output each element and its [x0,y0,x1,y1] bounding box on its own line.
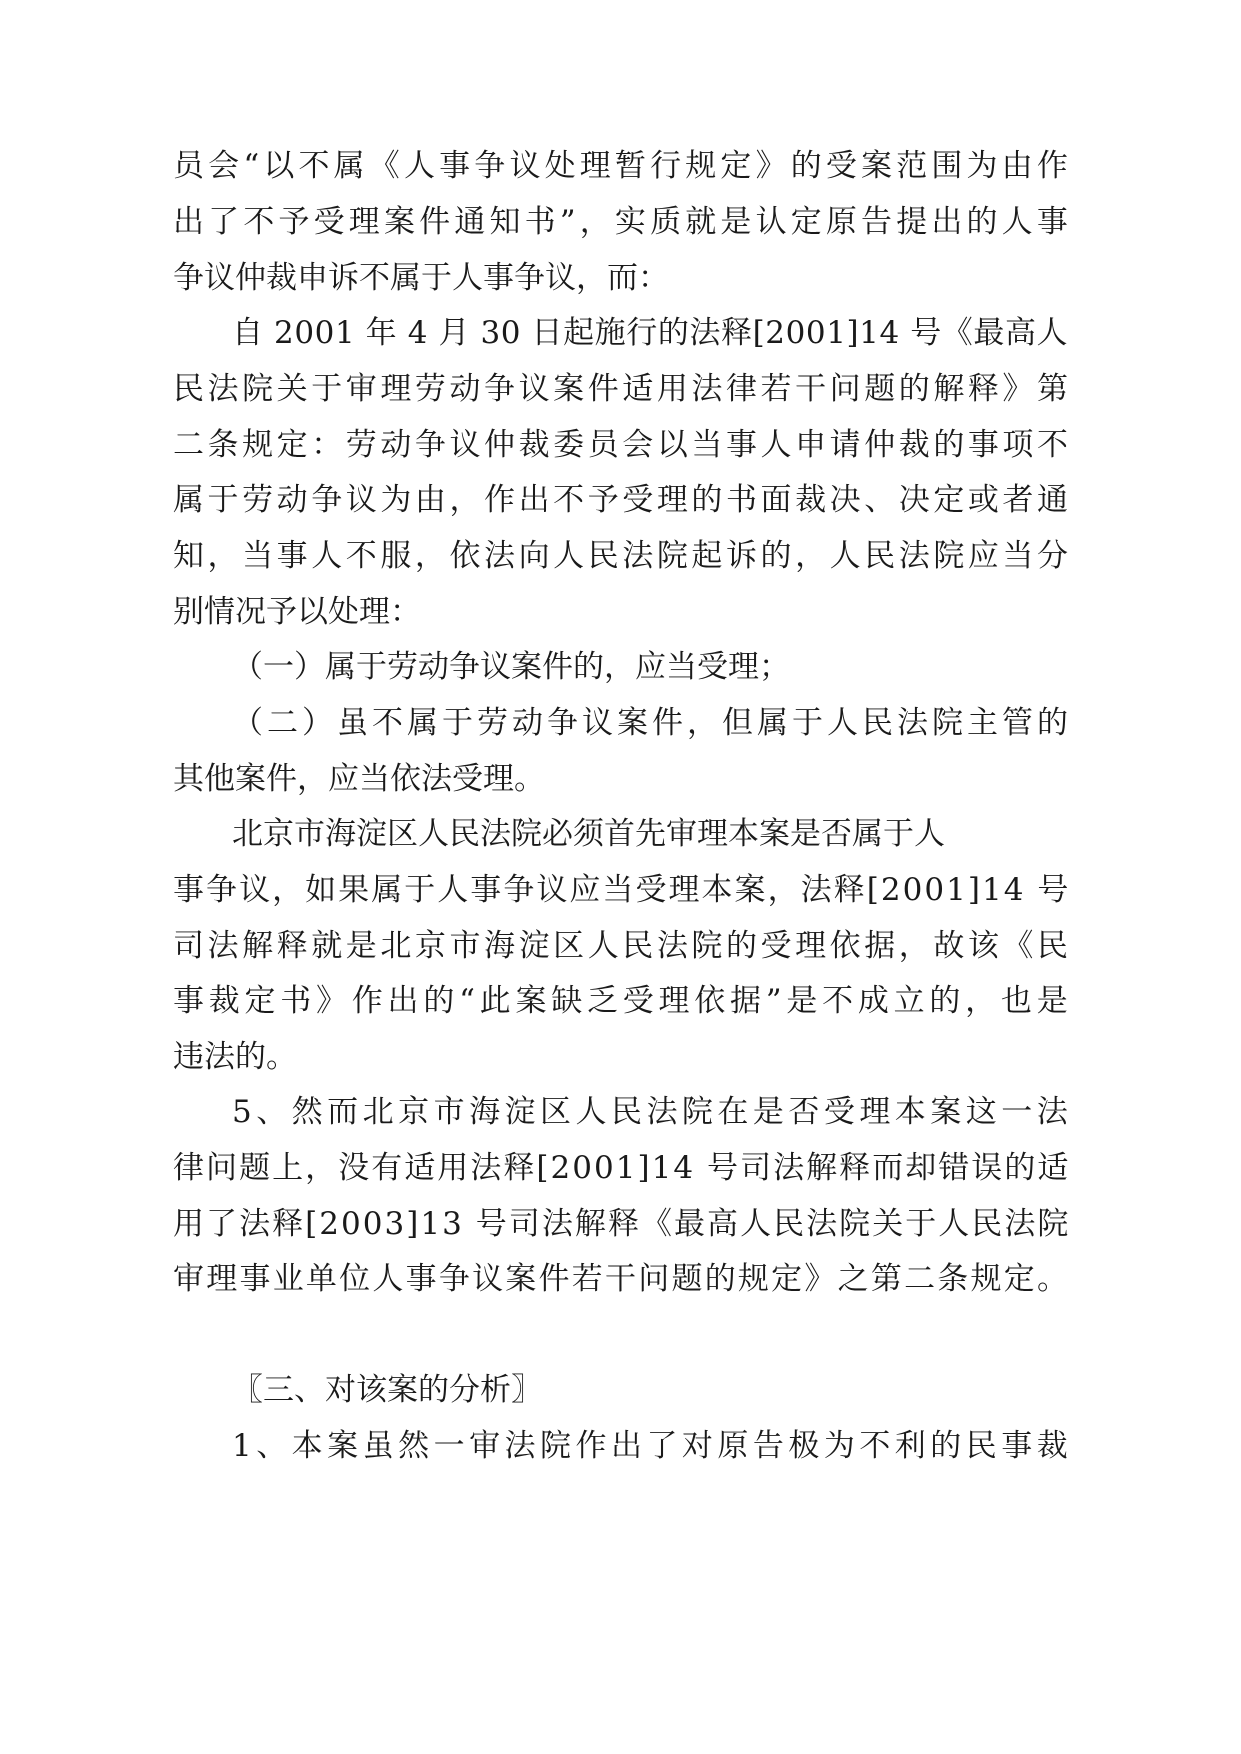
text-line: 别情况予以处理： [173,594,421,630]
text-line: 司法解释就是北京市海淀区人民法院的受理依据，故该《民 [173,928,1072,964]
text-line: （一）属于劳动争议案件的，应当受理； [232,649,790,685]
text-line: （二）虽不属于劳动争议案件，但属于人民法院主管的 [232,705,1072,741]
text-line: 审理事业单位人事争议案件若干问题的规定》之第二条规定。 [173,1261,1071,1297]
text-line: 民法院关于审理劳动争议案件适用法律若干问题的解释》第 [173,371,1072,407]
text-line: 出了不予受理案件通知书”，实质就是认定原告提出的人事 [173,204,1073,240]
text-line: 二条规定：劳动争议仲裁委员会以当事人申请仲裁的事项不 [173,427,1072,463]
section-heading: 〖三、对该案的分析〗 [232,1372,542,1408]
text-line: 知，当事人不服，依法向人民法院起诉的，人民法院应当分 [173,538,1072,574]
text-line: 5、然而北京市海淀区人民法院在是否受理本案这一法 [232,1094,1073,1130]
text-line: 1、本案虽然一审法院作出了对原告极为不利的民事裁 [232,1428,1073,1464]
text-line: 其他案件，应当依法受理。 [173,761,545,797]
text-line: 事裁定书》作出的“此案缺乏受理依据”是不成立的，也是 [173,983,1073,1019]
text-line: 员会“以不属《人事争议处理暂行规定》的受案范围为由作 [173,148,1073,184]
text-line: 用了法释[2003]13 号司法解释《最高人民法院关于人民法院 [173,1206,1071,1242]
text-line: 律问题上，没有适用法释[2001]14 号司法解释而却错误的适 [173,1150,1071,1186]
text-line: 事争议，如果属于人事争议应当受理本案，法释[2001]14 号 [173,872,1071,908]
text-line: 属于劳动争议为由，作出不予受理的书面裁决、决定或者通 [173,482,1072,518]
text-line: 争议仲裁申诉不属于人事争议，而： [173,260,669,296]
text-line: 自 2001 年 4 月 30 日起施行的法释[2001]14 号《最高人 [232,315,1069,351]
text-line: 北京市海淀区人民法院必须首先审理本案是否属于人 [232,816,945,852]
text-line: 违法的。 [173,1039,297,1075]
